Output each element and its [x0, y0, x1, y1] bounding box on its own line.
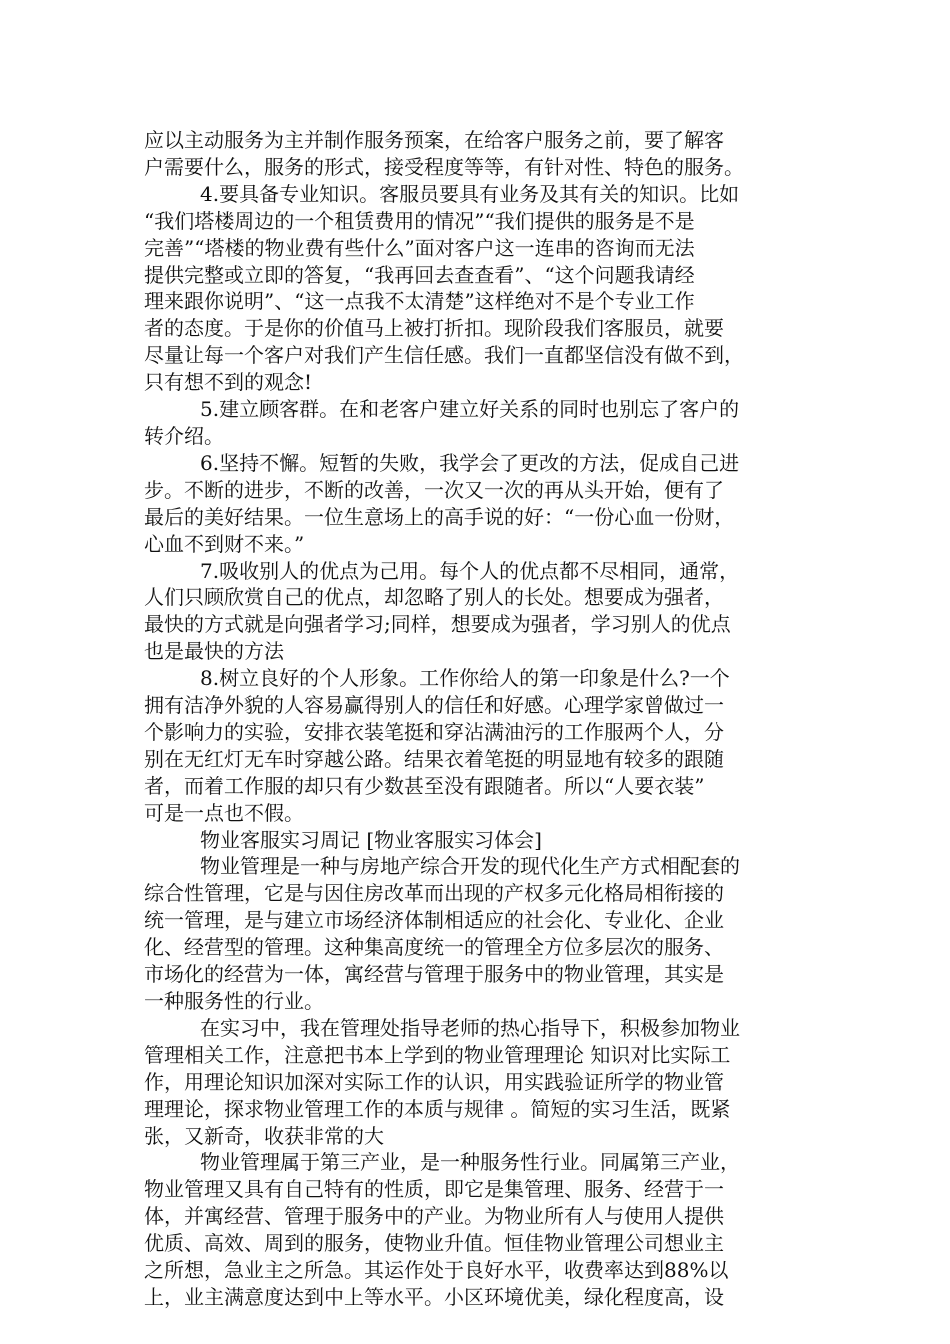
text-line: 提供完整或立即的答复，“我再回去查查看”、“这个问题我请经: [144, 262, 695, 287]
text-line: 在实习中，我在管理处指导老师的热心指导下，积极参加物业: [200, 1015, 740, 1040]
text-line: 综合性管理，它是与因住房改革而出现的产权多元化格局相衔接的: [144, 881, 724, 906]
text-line: “我们塔楼周边的一个租赁费用的情况”“我们提供的服务是不是: [144, 208, 695, 233]
paragraph: [144, 827, 812, 854]
text-line: 只有想不到的观念!: [144, 370, 313, 395]
text-line: 作，用理论知识加深对实际工作的认识，用实践验证所学的物业管: [144, 1069, 724, 1094]
text-line: 物业管理是一种与房地产综合开发的现代化生产方式相配套的: [200, 854, 740, 879]
text-line: 4.要具备专业知识。客服员要具有业务及其有关的知识。比如: [200, 181, 740, 206]
text-line: 步。不断的进步，不断的改善，一次又一次的再从头开始，便有了: [144, 477, 724, 502]
text-line: 市场化的经营为一体，寓经营与管理于服务中的物业管理，其实是: [144, 962, 724, 987]
paragraph: [144, 396, 812, 450]
text-line: 应以主动服务为主并制作服务预案，在给客户服务之前，要了解客: [144, 128, 724, 152]
text-line: 理来跟你说明”、“这一点我不太清楚”这样绝对不是个专业工作: [144, 289, 695, 314]
text-line: 6.坚持不懈。短暂的失败，我学会了更改的方法，促成自己进: [200, 450, 740, 475]
paragraph: [144, 558, 812, 666]
text-line: 化、经营型的管理。这种集高度统一的管理全方位多层次的服务、: [144, 935, 724, 960]
text-line: 个影响力的实验，安排衣装笔挺和穿沾满油污的工作服两个人，分: [144, 719, 724, 744]
text-line: 尽量让每一个客户对我们产生信任感。我们一直都坚信没有做不到，: [144, 343, 744, 368]
text-line: 可是一点也不假。: [144, 800, 304, 825]
paragraph: [144, 1015, 812, 1150]
text-line: 7.吸收别人的优点为己用。每个人的优点都不尽相同，通常，: [200, 558, 740, 583]
paragraph: [144, 181, 812, 396]
text-line: 物业管理属于第三产业，是一种服务性行业。同属第三产业，: [200, 1150, 740, 1175]
paragraph: [144, 1149, 812, 1310]
text-line: 拥有洁净外貌的人容易赢得别人的信任和好感。心理学家曾做过一: [144, 693, 724, 718]
text-line: 张，又新奇，收获非常的大: [144, 1123, 384, 1148]
paragraph: [144, 853, 812, 1014]
paragraph: [144, 127, 812, 181]
text-line: 上，业主满意度达到中上等水平。小区环境优美，绿化程度高，设: [144, 1284, 724, 1309]
paragraph: [144, 665, 812, 826]
text-line: 别在无红灯无车时穿越公路。结果衣着笔挺的明显地有较多的跟随: [144, 746, 724, 771]
text-line: 完善”“塔楼的物业费有些什么”面对客户这一连串的咨询而无法: [144, 235, 695, 260]
text-line: 统一管理，是与建立市场经济体制相适应的社会化、专业化、企业: [144, 908, 724, 933]
text-line: 心血不到财不来。”: [144, 531, 305, 556]
text-line: 最后的美好结果。一位生意场上的高手说的好：“一份心血一份财，: [144, 504, 735, 529]
document-page: [144, 127, 812, 1311]
text-line: 物业客服实习周记 [物业客服实习体会]: [200, 827, 542, 852]
text-line: 一种服务性的行业。: [144, 989, 324, 1013]
paragraph: [144, 450, 812, 558]
text-line: 优质、高效、周到的服务，使物业升值。恒佳物业管理公司想业主: [144, 1231, 724, 1256]
text-line: 管理相关工作，注意把书本上学到的物业管理理论 知识对比实际工: [144, 1042, 731, 1067]
text-line: 最快的方式就是向强者学习;同样，想要成为强者，学习别人的优点: [144, 612, 731, 637]
text-line: 5.建立顾客群。在和老客户建立好关系的同时也别忘了客户的: [200, 397, 740, 422]
text-line: 者，而着工作服的却只有少数甚至没有跟随者。所以“人要衣装”: [144, 773, 705, 798]
text-line: 户需要什么，服务的形式，接受程度等等，有针对性、特色的服务。: [144, 154, 744, 179]
text-line: 转介绍。: [144, 423, 224, 448]
text-line: 者的态度。于是你的价值马上被打折扣。现阶段我们客服员，就要: [144, 316, 724, 341]
text-line: 人们只顾欣赏自己的优点，却忽略了别人的长处。想要成为强者，: [144, 585, 724, 610]
text-line: 体，并寓经营、管理于服务中的产业。为物业所有人与使用人提供: [144, 1204, 724, 1229]
text-line: 物业管理又具有自己特有的性质，即它是集管理、服务、经营于一: [144, 1177, 724, 1202]
text-line: 也是最快的方法: [144, 639, 284, 664]
text-line: 之所想，急业主之所急。其运作处于良好水平，收费率达到88%以: [144, 1258, 729, 1283]
text-line: 理理论，探求物业管理工作的本质与规律 。简短的实习生活，既紧: [144, 1096, 731, 1121]
text-line: 8.树立良好的个人形象。工作你给人的第一印象是什么?一个: [200, 666, 730, 691]
